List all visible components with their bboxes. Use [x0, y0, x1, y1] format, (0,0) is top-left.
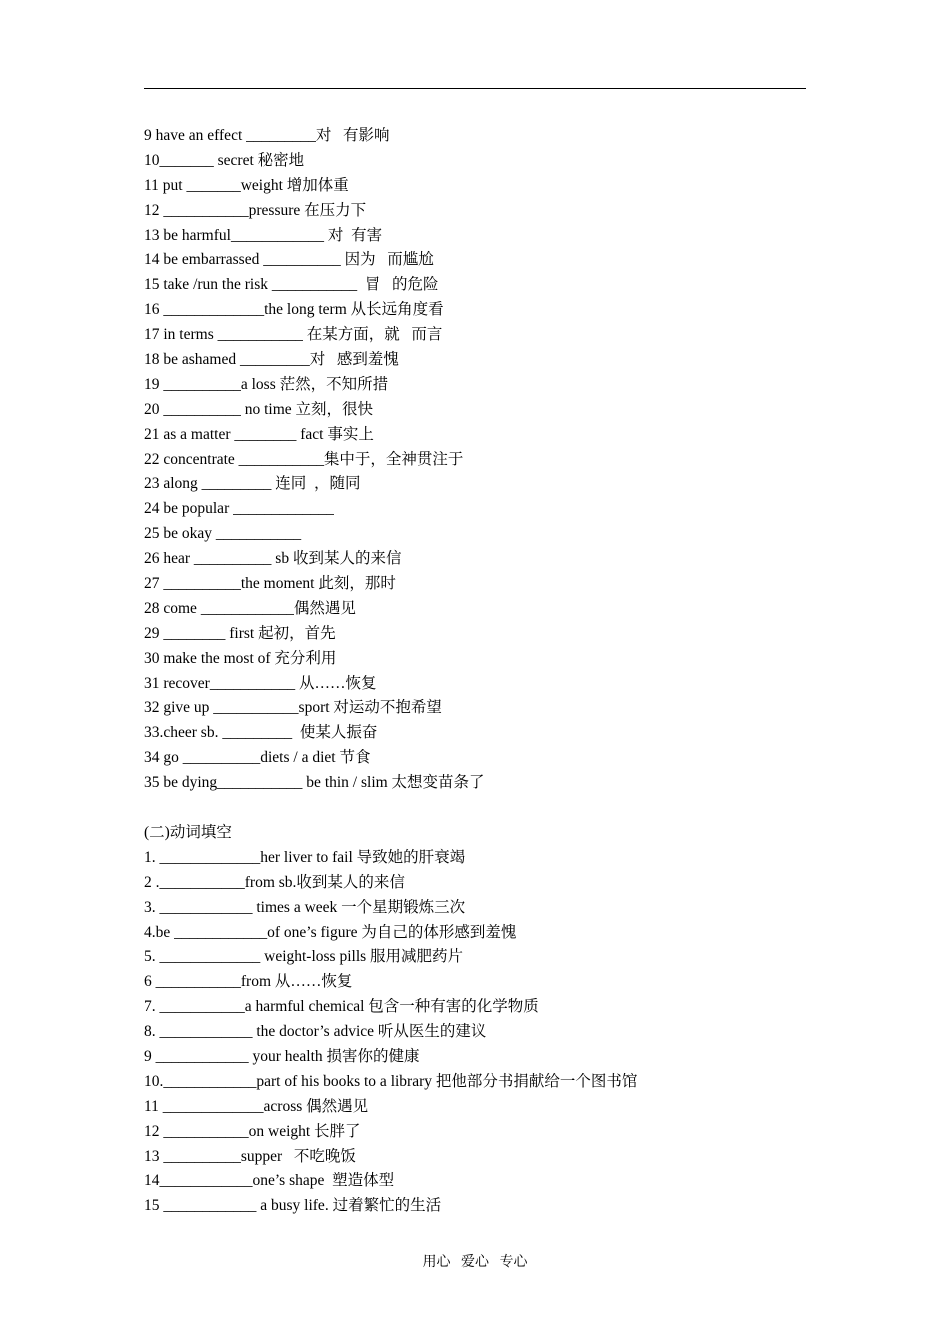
exercise-line: 31 recover___________ 从……恢复	[144, 674, 377, 692]
exercise-line: 12 ___________on weight 长胖了	[144, 1122, 361, 1140]
exercise-line: 4.be ____________of one’s figure 为自己的体形感到羞愧	[144, 923, 517, 941]
exercise-line: 27 __________the moment 此刻，那时	[144, 575, 396, 593]
exercise-line: 17 in terms ___________ 在某方面，就 而言	[144, 326, 443, 344]
exercise-line: 12 ___________pressure 在压力下	[144, 201, 367, 219]
exercise-line: 23 along _________ 连同 ，随同	[144, 475, 361, 493]
exercise-line: 9 have an effect _________对 有影响	[144, 127, 390, 144]
exercise-line: 6 ___________from 从……恢复	[144, 973, 353, 991]
exercise-line: 34 go __________diets / a diet 节食	[144, 749, 371, 767]
exercise-line: 19 __________a loss 茫然，不知所措	[144, 375, 389, 393]
blank-line	[144, 796, 844, 821]
exercise-line: 28 come ____________偶然遇见	[144, 599, 356, 617]
exercise-line: 32 give up ___________sport 对运动不抱希望	[144, 699, 442, 717]
exercise-line: 15 take /run the risk ___________ 冒 的危险	[144, 276, 439, 294]
exercise-line: 7. ___________a harmful chemical 包含一种有害的化学物质	[144, 998, 539, 1016]
exercise-line: 1. _____________her liver to fail 导致她的肝衰竭	[144, 848, 466, 866]
exercise-line: 14____________one’s shape 塑造体型	[144, 1172, 395, 1190]
exercise-line: 26 hear __________ sb 收到某人的来信	[144, 550, 402, 568]
exercise-list	[144, 124, 844, 1219]
exercise-line: 11 _____________across 偶然遇见	[144, 1097, 369, 1115]
header-rule	[144, 88, 806, 89]
exercise-line: 5. _____________ weight-loss pills 服用减肥药片	[144, 948, 464, 966]
exercise-line: 29 ________ first 起初，首先	[144, 624, 336, 642]
exercise-line: 13 be harmful____________ 对 有害	[144, 226, 383, 244]
section-heading: (二)动词填空	[144, 823, 232, 841]
exercise-line: 9 ____________ your health 损害你的健康	[144, 1047, 420, 1065]
exercise-line: 10.____________part of his books to a library 把他部分书捐献给一个图书馆	[144, 1072, 638, 1090]
page-footer: 用心 爱心 专心	[422, 1255, 528, 1270]
exercise-line: 22 concentrate ___________集中于，全神贯注于	[144, 450, 464, 468]
exercise-line: 16 _____________the long term 从长远角度看	[144, 301, 444, 319]
exercise-line: 18 be ashamed _________对 感到羞愧	[144, 351, 399, 369]
exercise-line: 21 as a matter ________ fact 事实上	[144, 425, 374, 443]
exercise-line: 25 be okay ___________	[144, 525, 302, 543]
exercise-line: 3. ____________ times a week 一个星期锻炼三次	[144, 898, 466, 916]
exercise-line: 24 be popular _____________	[144, 500, 334, 518]
exercise-line: 15 ____________ a busy life. 过着繁忙的生活	[144, 1197, 442, 1215]
exercise-line: 2 .___________from sb.收到某人的来信	[144, 873, 405, 891]
exercise-line: 35 be dying___________ be thin / slim 太想变苗条了	[144, 774, 485, 792]
exercise-line: 30 make the most of 充分利用	[144, 649, 337, 667]
exercise-line: 33.cheer sb. _________ 使某人振奋	[144, 724, 378, 742]
exercise-line: 8. ____________ the doctor’s advice 听从医生的建议	[144, 1023, 487, 1041]
exercise-line: 10_______ secret 秘密地	[144, 151, 305, 169]
exercise-line: 11 put _______weight 增加体重	[144, 176, 349, 194]
exercise-line: 14 be embarrassed __________ 因为 而尴尬	[144, 251, 434, 269]
exercise-line: 13 __________supper 不吃晚饭	[144, 1147, 356, 1165]
exercise-line: 20 __________ no time 立刻，很快	[144, 400, 374, 418]
